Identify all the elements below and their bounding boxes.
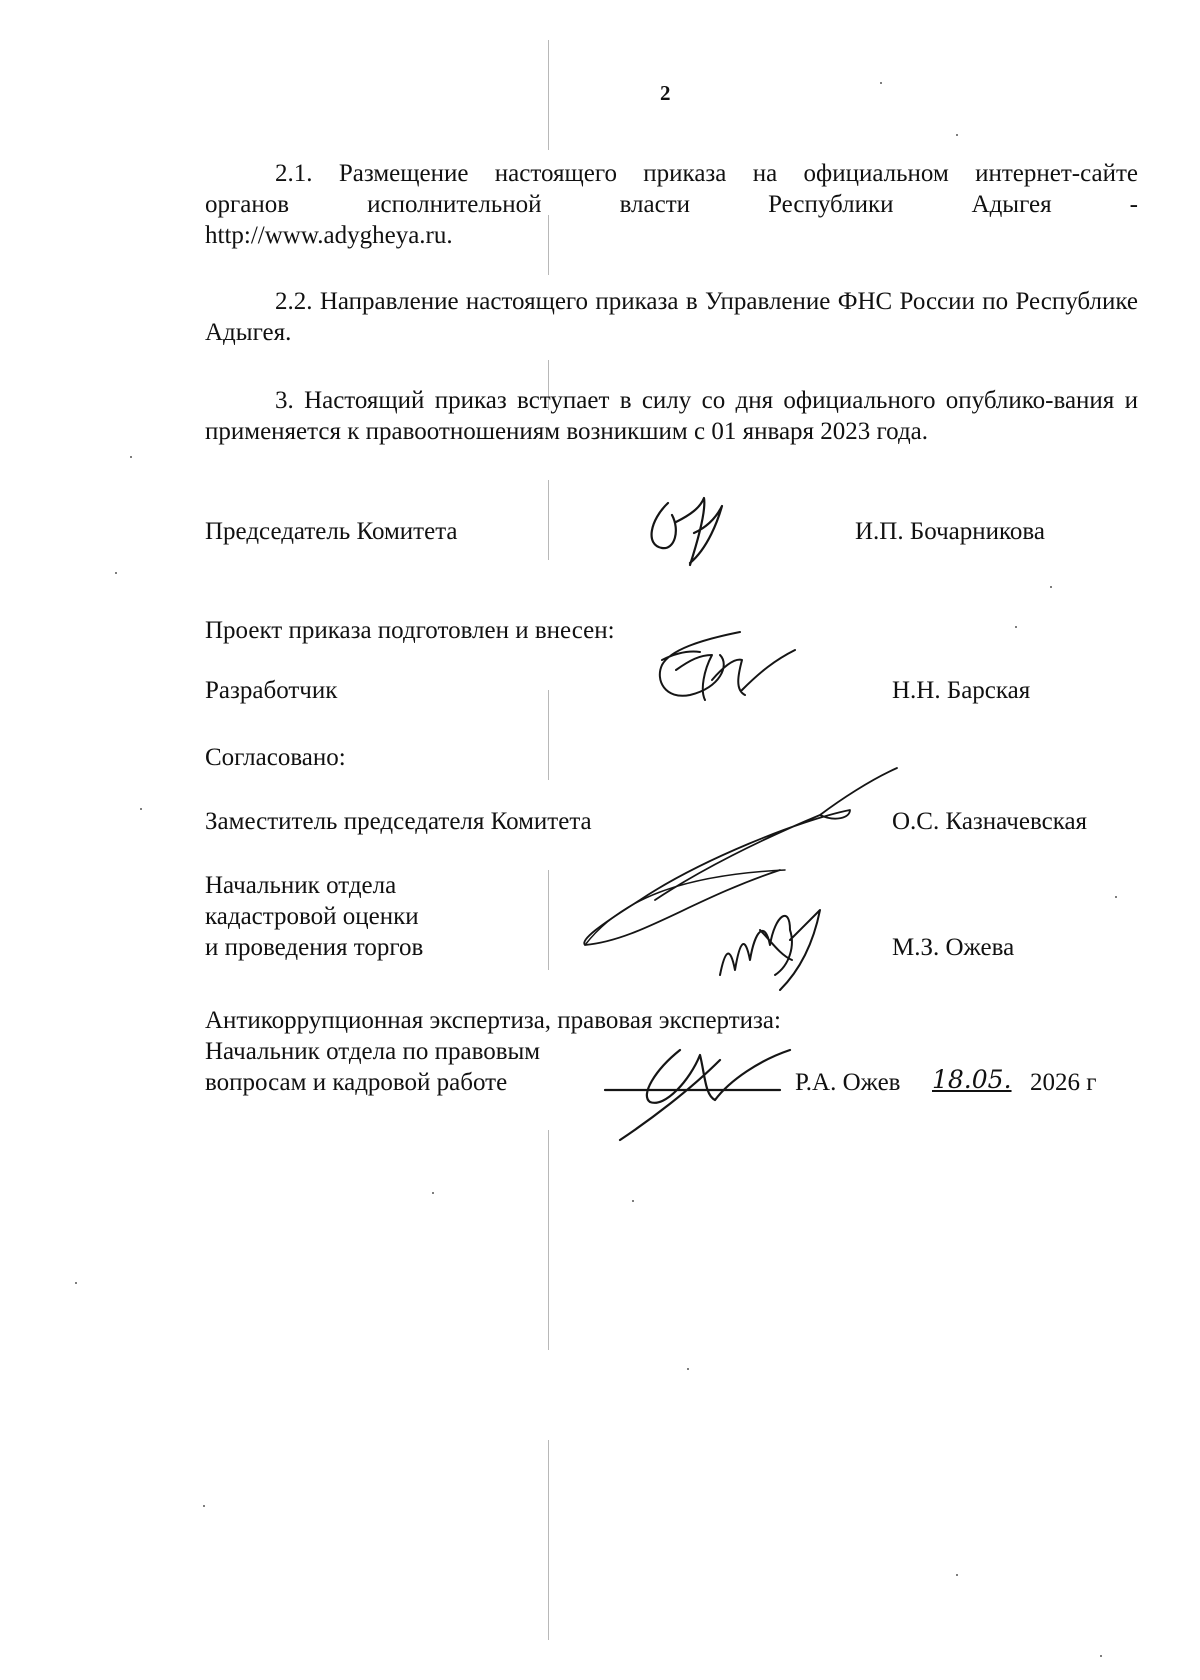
scan-speck [75, 1282, 77, 1284]
word: Республики [768, 191, 894, 218]
word: органов [205, 191, 290, 218]
handwritten-date: 18.05. [932, 1065, 1012, 1094]
deputy-title: Заместитель председателя Комитета [205, 808, 592, 835]
paragraph-3 [205, 385, 1138, 447]
scan-speck [1115, 896, 1117, 898]
cadastral-signature [720, 910, 820, 990]
deputy-signature [584, 768, 897, 945]
scan-speck [115, 572, 117, 574]
scan-speck [432, 1192, 434, 1194]
year-suffix: 2026 г [1030, 1069, 1097, 1096]
project-note: Проект приказа подготовлен и внесен: [205, 617, 615, 644]
word: власти [619, 191, 691, 218]
paragraph-3-text: 3. Настоящий приказ вступает в силу со дня официального опублико-вания и применяется к правоотношениям возникшим с 01 января 2023 года. [205, 387, 1138, 445]
scan-speck [1050, 586, 1052, 588]
scan-fold-line [548, 1130, 549, 1350]
title-line: и проведения торгов [205, 934, 424, 961]
scan-speck [1015, 626, 1017, 628]
page-number: 2 [660, 81, 671, 105]
scan-speck [687, 1368, 689, 1370]
title-line: вопросам и кадровой работе [205, 1069, 508, 1096]
legal-review-title [205, 1036, 540, 1098]
word: - [1129, 191, 1138, 218]
scan-fold-line [548, 40, 549, 150]
paragraph-2-1-line1: 2.1. Размещение настоящего приказа на официальном интернет-сайте [275, 160, 1138, 187]
chairman-signature [652, 498, 722, 565]
word: Адыгея [971, 191, 1052, 218]
scan-speck [880, 82, 882, 84]
scan-speck [1100, 1655, 1102, 1657]
legal-review-name: Р.А. Ожев [795, 1069, 901, 1096]
paragraph-2-1-line3: http://www.adygheya.ru. [205, 222, 453, 249]
developer-signature [660, 632, 795, 700]
scan-fold-line [548, 870, 549, 970]
scan-fold-line [548, 690, 549, 780]
paragraph-2-2 [205, 286, 1138, 348]
scan-fold-line [548, 480, 549, 560]
title-line: Начальник отдела [205, 872, 397, 899]
paragraph-2-1-line2 [205, 189, 1138, 220]
legal-signature [605, 1050, 790, 1140]
scan-speck [130, 456, 132, 458]
legal-review-label: Антикоррупционная экспертиза, правовая экспертиза: [205, 1007, 781, 1034]
developer-title: Разработчик [205, 677, 338, 704]
head-cadastral-name: М.З. Ожева [892, 934, 1015, 961]
paragraph-2-2-text: 2.2. Направление настоящего приказа в Управление ФНС России по Республике Адыгея. [205, 288, 1138, 346]
scan-speck [956, 1574, 958, 1576]
scan-speck [203, 1505, 205, 1507]
chairman-title: Председатель Комитета [205, 518, 458, 545]
title-line: Начальник отдела по правовым [205, 1038, 541, 1065]
paragraph-2-1 [205, 158, 1138, 251]
chairman-name: И.П. Бочарникова [855, 518, 1045, 545]
word: исполнительной [367, 191, 542, 218]
deputy-signature-stroke [585, 870, 785, 945]
deputy-name: О.С. Казначевская [892, 808, 1088, 835]
developer-name: Н.Н. Барская [892, 677, 1031, 704]
scan-speck [956, 134, 958, 136]
scan-fold-line [548, 1440, 549, 1640]
title-line: кадастровой оценки [205, 903, 419, 930]
agreed-label: Согласовано: [205, 744, 346, 771]
head-cadastral-title [205, 870, 423, 963]
scan-speck [140, 808, 142, 810]
scan-speck [632, 1200, 634, 1202]
